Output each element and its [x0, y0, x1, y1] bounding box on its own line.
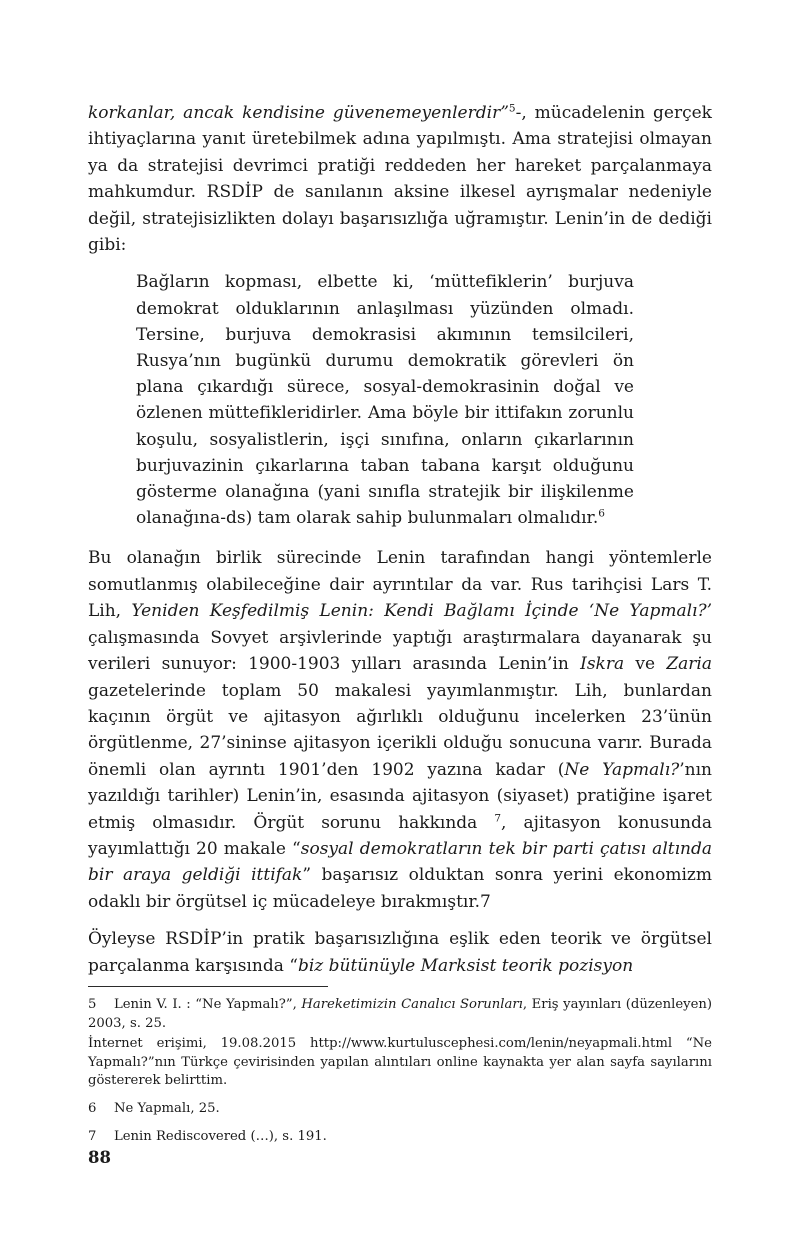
text-run: ” başarısız olduktan sonra yerini ekonomizm odaklı bir örgütsel iç mücadeleye bırakmıştır.7: [88, 865, 713, 912]
footnote-text: Lenin Rediscovered (…), s. 191.: [114, 1128, 327, 1144]
work-title-italic: Hareketimizin Canalıcı Sorunları: [301, 997, 523, 1012]
quoted-italic: sosyal demokratların tek bir parti çatısı altında bir araya geldiği ittifak: [88, 838, 712, 886]
footnote-5-continuation: [88, 1035, 712, 1091]
footnote-marker: 5: [88, 997, 97, 1012]
text-run: -, mücadelenin gerçek ihtiyaçlarına yanıt üretebilmek adına yapılmıştı. Ama stratejisi olmayan ya da stratejisi devrimci pratiği reddeden her hareket parçalanmaya mahkumdur. RSDİP de sanılanın aksine ilkesel ayrışmalar nedeniyle değil, stratejisizlikten dolayı başarısızlığa uğramıştır. Lenin’in de dediği gibi:: [88, 103, 712, 256]
text-run: gazetelerinde toplam 50 makalesi yayımlanmıştır. Lih, bunlardan kaçının örgüt ve ajitasyon ağırlıklı olduğunu incelerken 23’ünün örgütlenme, 27’sininse ajitasyon içerikli olduğu sonucuna varır. Burada önemli olan ayrıntı 1901’den 1902 yazına kadar (: [88, 680, 712, 780]
text-run: ve: [624, 654, 667, 675]
footnote-7: [88, 1128, 712, 1147]
book-title-italic: Yeniden Keşfedilmiş Lenin: Kendi Bağlamı İçinde ‘Ne Yapmalı?’: [131, 601, 712, 622]
footnote-text: Lenin V. I. : “Ne Yapmalı?”,: [114, 997, 302, 1012]
page-number: 88: [88, 1148, 111, 1167]
paragraph-2: [88, 545, 712, 915]
paragraph-1: [88, 100, 712, 258]
footnote-separator: [88, 986, 328, 987]
footnote-ref-5: 5: [508, 102, 516, 115]
text-run: ’nın yazıldığı tarihler) Lenin’in, esasında ajitasyon (siyaset) pratiğine işaret etmiş olmasıdır. Örgüt sorunu hakkında: [88, 759, 712, 833]
footnote-text: Ne Yapmalı, 25.: [114, 1100, 220, 1116]
text-run: çalışmasında Sovyet arşivlerinde yaptığı araştırmalara dayanarak şu verileri sunuyor: 1900-1903 yılları arasında Lenin’in: [88, 627, 712, 675]
quote-text: Bağların kopması, elbette ki, ‘müttefiklerin’ burjuva demokrat olduklarının anlaşılması yüzünden olmadı. Tersine, burjuva demokrasisi akımının temsilcileri, Rusya’nın bugünkü durumu demokratik görevleri ön plana çıkardığı sürece, sosyal-demokrasinin doğal ve özlenen müttefikleridirler. Ama böyle bir ittifakın zorunlu koşulu, sosyalistlerin, işçi sınıfına, onların çıkarlarının burjuvazinin çıkarlarına taban tabana karşıt olduğunu gösterme olanağına (yani sınıfla stratejik bir ilişkilenme olanağına-ds) tam olarak sahip bulunmaları olmalıdır.: [136, 272, 634, 529]
text-run: Bu olanağın birlik sürecinde Lenin tarafından hangi yöntemlerle somutlanmış olabileceğine dair ayrıntılar da var. Rus tarihçisi Lars T. Lih,: [88, 548, 712, 622]
footnote-5: [88, 996, 712, 1033]
footnote-text: , Eriş yayınları (düzenleyen) 2003, s. 25.: [88, 997, 713, 1031]
text-run: , ajitasyon konusunda yayımlattığı 20 makale “: [88, 812, 712, 859]
quoted-italic: biz bütünüyle Marksist teorik pozisyon: [297, 955, 634, 976]
continued-italic-quote: korkanlar, ancak kendisine güvenemeyenlerdir”: [88, 103, 509, 123]
footnote-6: [88, 1100, 712, 1119]
body-text: [88, 100, 712, 990]
footnotes-section: [88, 986, 712, 1148]
block-quote: [136, 269, 634, 531]
footnote-ref-6: 6: [598, 507, 605, 520]
journal-title-italic: Zaria: [666, 654, 712, 675]
footnote-marker: 6: [88, 1100, 97, 1116]
text-run: Öyleyse RSDİP’in pratik başarısızlığına eşlik eden teorik ve örgütsel parçalanma karşısında “: [88, 929, 712, 976]
paragraph-3: [88, 926, 712, 979]
footnote-marker: 7: [88, 1128, 97, 1144]
work-title-italic: Ne Yapmalı?: [564, 759, 680, 780]
journal-title-italic: Iskra: [580, 654, 625, 675]
footnote-text: İnternet erişimi, 19.08.2015 http://www.kurtuluscephesi.com/lenin/neyapmali.html “Ne Yapmalı?”nın Türkçe çevirisinden yapılan alıntıları online kaynakta yer alan sayfa sayılarını göstererek belirttim.: [88, 1036, 712, 1089]
footnote-ref-7: 7: [494, 811, 502, 824]
